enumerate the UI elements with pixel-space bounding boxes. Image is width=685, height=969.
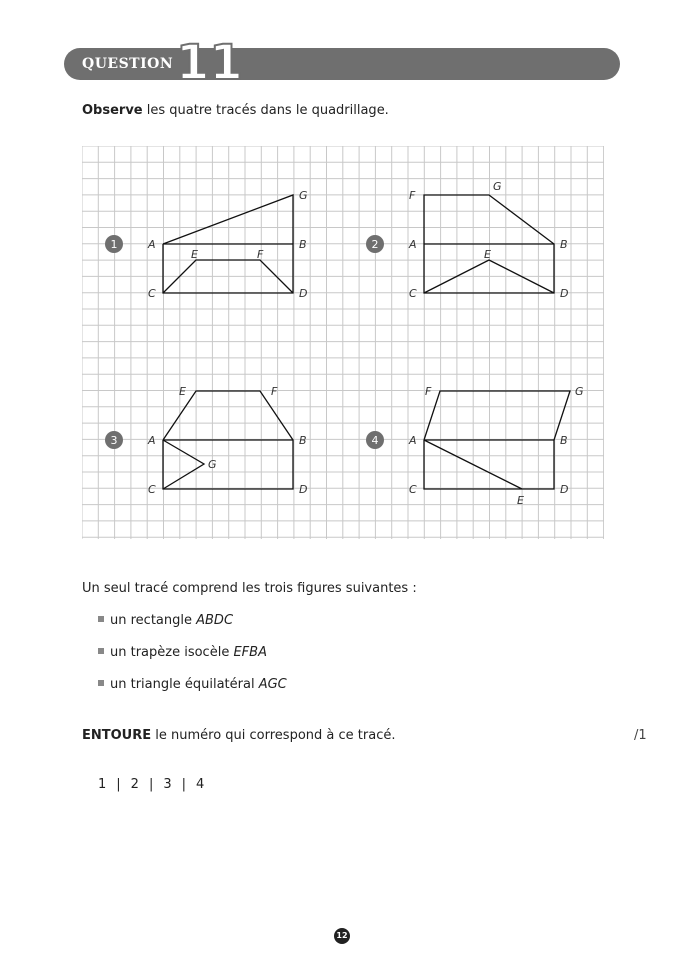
list-item: un triangle équilatéral AGC bbox=[98, 677, 287, 709]
answer-option-2[interactable]: 2 bbox=[130, 777, 139, 792]
fig2-label-A: A bbox=[409, 238, 417, 251]
fig4-label-F: F bbox=[425, 385, 432, 398]
grid-figures bbox=[82, 146, 604, 539]
fig4-label-C: C bbox=[409, 483, 417, 496]
figures-list bbox=[98, 613, 287, 709]
fig3-label-B: B bbox=[299, 434, 307, 447]
fig2-label-F: F bbox=[409, 189, 416, 202]
fig2-badge-number: 2 bbox=[371, 238, 379, 251]
fig1-badge-number: 1 bbox=[110, 238, 118, 251]
question-number: 11 bbox=[176, 35, 243, 91]
page-number: 12 bbox=[334, 928, 350, 944]
question-paragraph: Un seul tracé comprend les trois figures suivantes : bbox=[82, 581, 417, 596]
intro-rest: les quatre tracés dans le quadrillage. bbox=[142, 103, 389, 118]
fig3-triangle bbox=[163, 440, 204, 489]
fig4-label-E: E bbox=[517, 494, 524, 507]
instruction-bold: ENTOURE bbox=[82, 728, 152, 743]
fig3-label-G: G bbox=[208, 458, 217, 471]
fig4-label-B: B bbox=[560, 434, 568, 447]
answer-option-4[interactable]: 4 bbox=[196, 777, 205, 792]
fig3-label-A: A bbox=[148, 434, 156, 447]
fig1-label-A: A bbox=[148, 238, 156, 251]
fig2-label-B: B bbox=[560, 238, 568, 251]
answer-option-1[interactable]: 1 bbox=[98, 777, 107, 792]
fig4-label-A: A bbox=[409, 434, 417, 447]
list-item: un rectangle ABDC bbox=[98, 613, 287, 645]
fig2-label-C: C bbox=[409, 287, 417, 300]
fig4-parallelogram bbox=[424, 391, 570, 440]
fig1-rect bbox=[163, 244, 293, 293]
fig4-label-D: D bbox=[560, 483, 569, 496]
fig1-label-D: D bbox=[299, 287, 308, 300]
fig2-label-D: D bbox=[560, 287, 569, 300]
instruction-rest: le numéro qui correspond à ce tracé. bbox=[151, 728, 396, 743]
list-item: un trapèze isocèle EFBA bbox=[98, 645, 287, 677]
fig1-label-F: F bbox=[257, 248, 264, 261]
fig1-label-G: G bbox=[299, 189, 308, 202]
fig2-label-E: E bbox=[484, 248, 491, 261]
fig2-label-G: G bbox=[493, 180, 502, 193]
fig3-badge-number: 3 bbox=[110, 434, 118, 447]
question-label: QUESTION bbox=[82, 56, 174, 72]
fig3-rect bbox=[163, 440, 293, 489]
answer-separator: | bbox=[181, 777, 187, 792]
intro-bold: Observe bbox=[82, 103, 143, 118]
fig1-label-C: C bbox=[148, 287, 156, 300]
fig1-triangle bbox=[163, 195, 293, 244]
instruction-text bbox=[82, 728, 395, 743]
fig4-badge-number: 4 bbox=[371, 434, 379, 447]
fig3-label-F: F bbox=[271, 385, 278, 398]
fig4-label-G: G bbox=[575, 385, 584, 398]
bullet-square-icon bbox=[98, 648, 104, 654]
fig3-trapeze bbox=[163, 391, 293, 440]
bullet-square-icon bbox=[98, 616, 104, 622]
fig1-label-B: B bbox=[299, 238, 307, 251]
answer-option-3[interactable]: 3 bbox=[163, 777, 172, 792]
answer-separator: | bbox=[148, 777, 154, 792]
fig3-label-C: C bbox=[148, 483, 156, 496]
bullet-square-icon bbox=[98, 680, 104, 686]
score-label: /1 bbox=[634, 728, 647, 743]
fig3-label-E: E bbox=[179, 385, 186, 398]
answer-options bbox=[98, 777, 204, 792]
intro-text bbox=[82, 103, 389, 118]
answer-separator: | bbox=[116, 777, 121, 792]
fig1-label-E: E bbox=[191, 248, 198, 261]
fig3-label-D: D bbox=[299, 483, 308, 496]
